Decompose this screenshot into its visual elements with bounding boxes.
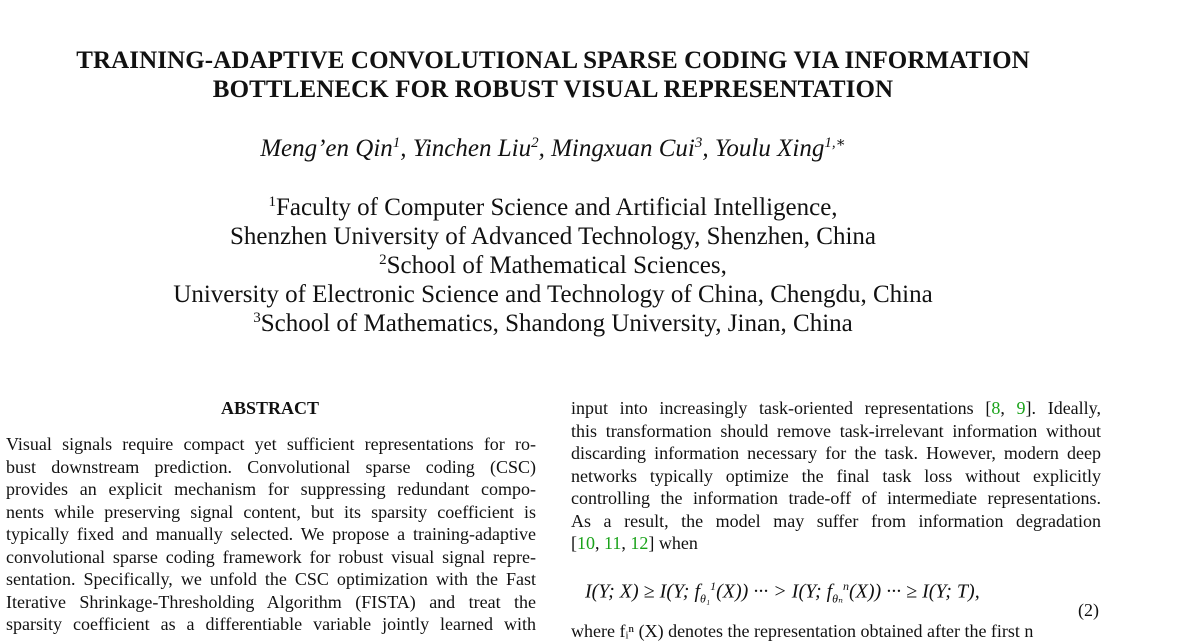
paper-title — [0, 46, 1106, 104]
abstract-line: bust downstream prediction. Convolutional sparse coding (CSC) — [6, 456, 536, 477]
intro-line: As a result, the model may suffer from information degradation — [571, 510, 1101, 531]
author-name: Meng’en Qin — [260, 135, 393, 162]
author-affiliation-mark: 1 — [392, 135, 401, 151]
citation-link[interactable]: 10 — [577, 533, 595, 553]
affiliation-1-line-2: Shenzhen University of Advanced Technology, Shenzhen, China — [229, 223, 877, 250]
citation-link[interactable]: 12 — [630, 533, 649, 553]
abstract-line: Iterative Shrinkage-Thresholding Algorithm (FISTA) and treat the — [6, 591, 536, 612]
affiliation-mark: 1 — [268, 194, 276, 210]
intro-line: discarding information necessary for the task. However, modern deep — [571, 443, 1101, 463]
intro-line: [10, 11, 12] when — [571, 533, 698, 553]
title-line-2: BOTTLENECK FOR ROBUST VISUAL REPRESENTATION — [212, 76, 894, 103]
citation-link[interactable]: 11 — [604, 533, 622, 553]
intro-line: controlling the information trade-off of intermediate representations. — [571, 488, 1101, 508]
author-name: Yinchen Liu — [412, 135, 532, 162]
abstract-line: sparsity coefficient as a differentiable variable jointly learned with — [6, 614, 536, 634]
abstract-line: typically fixed and manually selected. We propose a training-adaptive — [6, 524, 536, 544]
affiliation-mark: 2 — [379, 252, 387, 268]
equation-number: (2) — [1078, 600, 1099, 620]
intro-body — [571, 397, 1101, 555]
intro-line-cut-off: where fᵢⁿ (X) denotes the representation obtained after the first n — [571, 621, 1034, 641]
abstract-line: sentation. Specifically, we unfold the CSC optimization with the Fast — [6, 569, 536, 589]
abstract-line: nents while preserving signal content, but its sparsity coefficient is — [6, 501, 536, 522]
affiliation-2-line-1: $^2$School of Mathematical Sciences, — [379, 252, 727, 279]
affiliation-2-line-2: University of Electronic Science and Technology of China, Chengdu, China — [173, 281, 933, 308]
citation-link[interactable]: 9 — [1016, 398, 1026, 418]
affiliation-1-line-1: $^1$Faculty of Computer Science and Artificial Intelligence, — [268, 194, 838, 221]
intro-line: networks typically optimize the final task loss without explicitly — [571, 465, 1101, 486]
author-affiliation-mark: 3 — [694, 135, 703, 151]
affiliations — [0, 193, 1106, 338]
author-affiliation-mark: 2 — [531, 135, 539, 151]
abstract-line: provides an explicit mechanism for suppressing redundant compo- — [6, 479, 536, 499]
author-name: Mingxuan Cui — [551, 135, 695, 162]
citation-link[interactable]: 8 — [991, 398, 1001, 418]
abstract-line: Visual signals require compact yet sufficient representations for ro- — [6, 434, 536, 454]
author-affiliation-mark: 1,∗ — [824, 135, 846, 151]
abstract-heading: ABSTRACT — [220, 398, 320, 418]
author-name: Youlu Xing — [714, 135, 825, 162]
affiliation-3-line-1: $^3$School of Mathematics, Shandong University, Jinan, China — [253, 310, 853, 337]
equation-2: I(Y; X) ≥ I(Y; $f_{\theta_1}^1(X)$) ··· > I(Y; $f_{\theta_n}^n(X)$) ··· ≥ I(Y; T), — [585, 579, 980, 606]
author-list: Meng’en Qin$^1$, Yinchen Liu$^2$, Mingxuan Cui$^3$, Youlu Xing$^{1,∗}$ — [260, 135, 846, 162]
affiliation-mark: 3 — [253, 310, 261, 326]
title-line-1: TRAINING-ADAPTIVE CONVOLUTIONAL SPARSE CODING VIA INFORMATION — [76, 47, 1030, 74]
intro-line: input into increasingly task-oriented representations [8, 9]. Ideally, — [571, 398, 1102, 418]
intro-line: this transformation should remove task-irrelevant information without — [571, 420, 1101, 441]
abstract-line: convolutional sparse coding framework for robust visual signal repre- — [6, 546, 536, 567]
abstract-body — [6, 433, 536, 636]
